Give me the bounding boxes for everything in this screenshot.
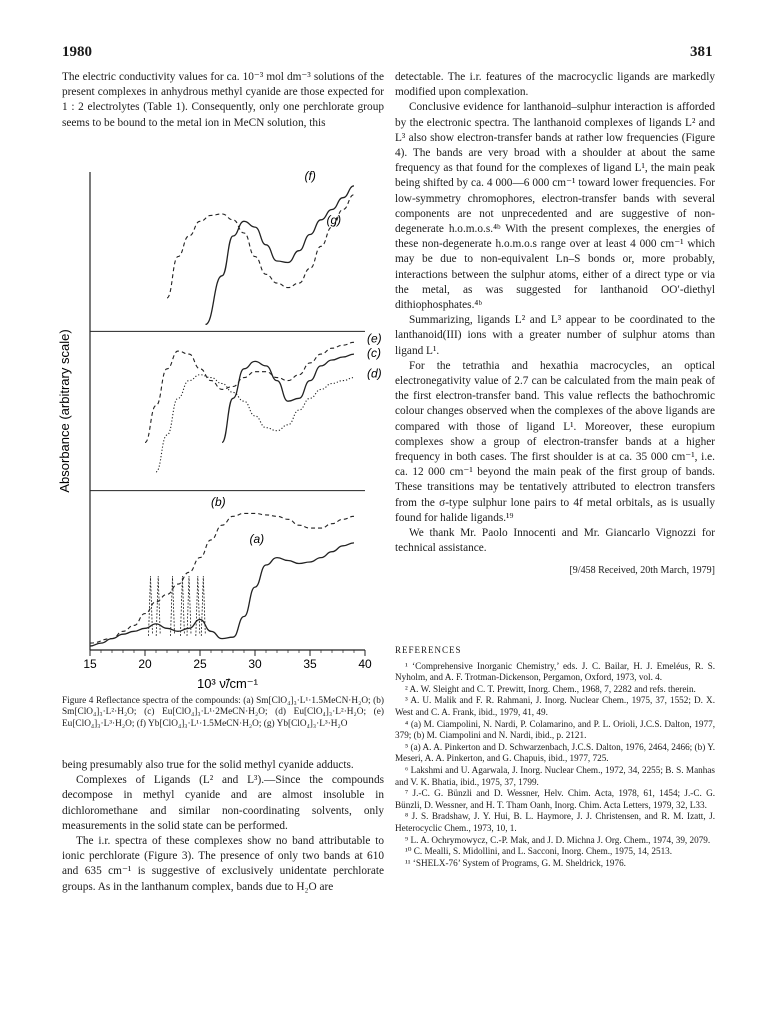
column-2 bbox=[395, 70, 715, 578]
series-line-d bbox=[156, 375, 354, 472]
acknowledgement: We thank Mr. Paolo Innocenti and Mr. Giancarlo Vignozzi for technical assistance. bbox=[395, 527, 715, 555]
references-heading: REFERENCES bbox=[395, 645, 462, 655]
series-label: (g) bbox=[326, 213, 342, 228]
series-line-c bbox=[222, 354, 354, 442]
reference-item: ³ A. U. Malik and F. R. Rahmani, J. Inorg. Nuclear Chem., 1975, 37, 1552; D. X. West and C. A. Frank, ibid., 1979, 41, 49. bbox=[395, 695, 715, 717]
series-line-a bbox=[90, 543, 354, 646]
sharp-band bbox=[156, 576, 160, 636]
page-year: 1980 bbox=[62, 44, 92, 60]
series-line-b bbox=[90, 513, 354, 643]
series-line-e bbox=[145, 342, 354, 442]
reference-item: ⁴ (a) M. Ciampolini, N. Nardi, P. Colamarino, and P. L. Orioli, J.C.S. Dalton, 1977, 379; (b) M. Ciampolini and N. Nardi, ibid., p. 2121. bbox=[395, 718, 715, 741]
series-label: (b) bbox=[211, 495, 226, 510]
reference-item: ¹⁰ C. Mealli, S. Midollini, and L. Sacconi, Inorg. Chem., 1975, 14, 2513. bbox=[405, 846, 673, 857]
x-tick-label: 40 bbox=[358, 657, 372, 671]
series-label: (a) bbox=[249, 531, 265, 546]
references bbox=[395, 645, 715, 869]
received-date: [9/458 Received, 20th March, 1979] bbox=[569, 564, 715, 576]
series-line-g bbox=[167, 195, 354, 298]
x-tick-label: 15 bbox=[83, 657, 97, 671]
reference-item: ⁷ J.-C. G. Bünzli and D. Wessner, Helv. Chim. Acta, 1978, 61, 1454; J.-C. G. Bünzli, D. Wessner, and H. T. Tham Oanh, Inorg. Chim. Acta Letters, 1979, 32, L33. bbox=[395, 788, 715, 810]
figure-caption: Figure 4 Reflectance spectra of the compounds: (a) Sm[ClO₄]₃·L¹·1.5MeCN·H₂O; (b) Sm[ClO₄]₃·L²·H₂O; (c) Eu[ClO₄]₃·L¹·2MeCN·H₂O; (d) Eu[ClO₄]₃·L²·H₂O; (e) Eu[ClO₄]₃·L³·H₂O; (f) Yb[ClO₄]₃·L¹·1.5MeCN·H₂O; (g) Yb[ClO₄]₃·L³·H₂O bbox=[62, 696, 384, 729]
x-tick-label: 20 bbox=[138, 657, 152, 671]
column-1-bottom bbox=[62, 758, 384, 895]
sharp-band bbox=[201, 576, 205, 636]
x-tick-label: 30 bbox=[248, 657, 262, 671]
page-number: 381 bbox=[690, 44, 713, 60]
series-label: (d) bbox=[367, 366, 382, 381]
sharp-band bbox=[196, 576, 200, 636]
paragraph: Conclusive evidence for lanthanoid–sulphur interaction is afforded by the electronic spectra. The lanthanoid complexes of ligands L² and L³ also show electron-transfer bands at rather low frequencies (Figure 4). The bands are very broad with a shoulder at about the same frequency as that found for the complexes of ligand L¹, the main peak being shifted by ca. 4 000—6 000 cm⁻¹ toward lower frequencies. For low-symmetry chromophores, electron-transfer bands with several components are not unprecedented and are suggestive of non-degenerate h.o.m.o.s.⁴ᵇ With the present complexes, the energies of these non-degenerate h.o.m.o.s range over at least 4 000 cm⁻¹ which may be due to non-equivalent Ln–S bonds or, more probably, interactions between the sulphur atoms, either of a direct type or via the metal, as was suggested for lanthanoid OO′-diethyl dithiophosphates.⁴ᵇ bbox=[395, 101, 715, 312]
paragraph: Complexes of Ligands (L² and L³).—Since the compounds decompose in methyl cyanide and are almost insoluble in dichloromethane and similar non-coordinating solvents, only measurements in the solid state can be performed. bbox=[62, 774, 384, 832]
x-axis-label: 10³ ν̃/cm⁻¹ bbox=[196, 676, 259, 691]
x-tick-label: 35 bbox=[303, 657, 317, 671]
sharp-band bbox=[180, 576, 184, 636]
paragraph: detectable. The i.r. features of the macrocyclic ligands are markedly modified upon complexation. bbox=[395, 71, 715, 99]
sharp-band bbox=[171, 576, 175, 636]
paragraph: The i.r. spectra of these complexes show no band attributable to ionic perchlorate (Figure 3). The presence of only two bands at 610 and 635 cm⁻¹ is suggestive of exclusively unidentate perchlorate groups. As in the lanthanum complex, bands due to H₂O are bbox=[62, 835, 384, 893]
column-1-top bbox=[62, 70, 384, 131]
reference-item: ⁵ (a) A. A. Pinkerton and D. Schwarzenbach, J.C.S. Dalton, 1976, 2464, 2466; (b) Y. Meseri, A. A. Pinkerton, and G. Chapuis, ibid., 1977, 725. bbox=[395, 741, 715, 764]
reference-item: ¹ ‘Comprehensive Inorganic Chemistry,’ eds. J. C. Bailar, H. J. Emeléus, R. S. Nyholm, and A. F. Trotman-Dickenson, Pergamon, Oxford, 1973, vol. 4. bbox=[395, 660, 715, 683]
reference-item: ⁶ Lakshmi and U. Agarwala, J. Inorg. Nuclear Chem., 1972, 34, 2255; B. S. Manhas and V. K. Bhatia, ibid., 1975, 37, 1799. bbox=[395, 764, 715, 787]
figure-4-spectra bbox=[55, 160, 395, 695]
x-tick-label: 25 bbox=[193, 657, 207, 671]
paragraph: being presumably also true for the solid methyl cyanide adducts. bbox=[62, 759, 354, 771]
paragraph: Summarizing, ligands L² and L³ appear to be coordinated to the lanthanoid(III) ions with a greater number of sulphur atoms than ligand L¹. bbox=[395, 314, 715, 357]
paragraph: The electric conductivity values for ca. 10⁻³ mol dm⁻³ solutions of the present complexes in anhydrous methyl cyanide are those expected for 1 : 2 electrolytes (Table 1). Consequently, only one perchlorate group seems to be bound to the metal ion in MeCN solution, this bbox=[62, 71, 384, 129]
series-label: (e) bbox=[367, 331, 382, 346]
series-label: (f) bbox=[304, 169, 316, 183]
series-line-f bbox=[206, 186, 355, 325]
reference-item: ⁸ J. S. Bradshaw, J. Y. Hui, B. L. Haymore, J. J. Christensen, and R. M. Izatt, J. Heterocyclic Chem., 1973, 10, 1. bbox=[395, 811, 715, 833]
reference-item: ² A. W. Sleight and C. T. Prewitt, Inorg. Chem., 1968, 7, 2282 and refs. therein. bbox=[405, 683, 696, 694]
y-axis-label: Absorbance (arbitrary scale) bbox=[57, 329, 72, 493]
series-label: (c) bbox=[367, 346, 381, 361]
sharp-band bbox=[187, 576, 191, 636]
paragraph: For the tetrathia and hexathia macrocycles, an optical electronegativity value of 2.7 can be calculated from the main peak of the first electron-transfer band. This value reflects the bathochromic colour changes observed when the complexes of the above ligands are compared with those of ligand L¹. Moreover, these europium complexes show a group of electron-transfer bands at a higher frequency in both cases. The first shoulder is at ca. 35 000 cm⁻¹, i.e. ca. 12 000 cm⁻¹ beyond the main peak of the first group of bands. These transitions may be tentatively attributed to electron transfers from the σ-type sulphur lone pairs to 4f metal orbitals, as is usually found for halide ligands.¹⁹ bbox=[395, 359, 715, 524]
reference-item: ¹¹ ‘SHELX-76’ System of Programs, G. M. Sheldrick, 1976. bbox=[405, 857, 626, 868]
reference-item: ⁹ L. A. Ochrymowycz, C.-P. Mak, and J. D. Michna J. Org. Chem., 1974, 39, 2079. bbox=[405, 834, 711, 845]
